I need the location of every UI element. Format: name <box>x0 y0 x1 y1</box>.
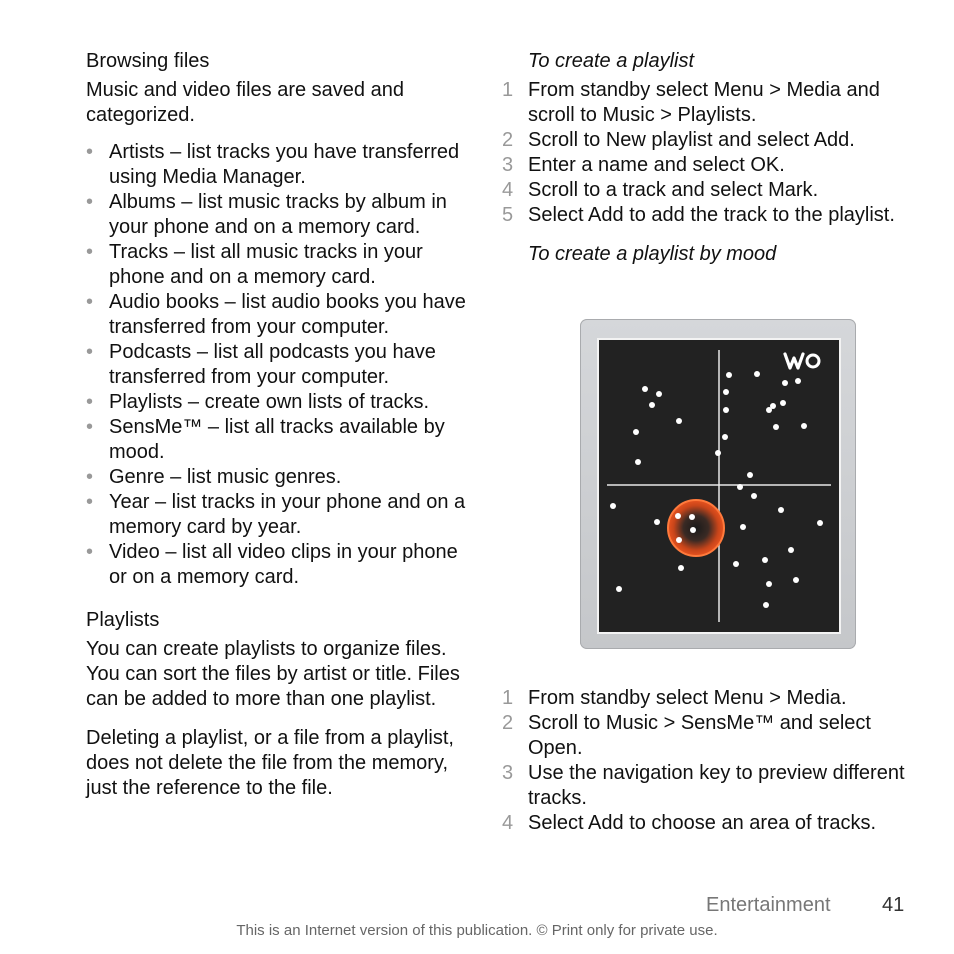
step-text: . <box>779 154 785 176</box>
footer-section-name: Entertainment <box>706 894 831 916</box>
track-dot <box>616 586 622 592</box>
track-dot <box>690 527 696 533</box>
step-text: and select <box>712 129 814 151</box>
track-dot <box>778 507 784 513</box>
step-item <box>502 711 922 761</box>
browsing-files-heading: Browsing files <box>86 50 210 72</box>
track-dot <box>788 547 794 553</box>
step-text: Scroll to <box>528 712 606 734</box>
category-term: SensMe™ <box>109 416 203 438</box>
sensme-display <box>597 338 841 634</box>
step-item <box>502 811 922 836</box>
browsing-intro: Music and video files are saved and categorized. <box>86 79 404 126</box>
step-text: to choose an area of tracks. <box>623 812 877 834</box>
step-text: SensMe™ <box>680 712 775 734</box>
step-text: . <box>576 737 583 759</box>
create-playlist-steps <box>502 78 922 228</box>
step-text: Add <box>813 129 850 151</box>
category-term: Podcasts <box>109 341 192 363</box>
bullet: • <box>86 391 94 413</box>
track-dot <box>635 459 641 465</box>
category-description: – list tracks you have transferred using Media Manager. <box>109 141 460 188</box>
mood-playlist-title: To create a playlist by mood <box>528 243 777 265</box>
category-description: – list all podcasts you have transferred from your computer. <box>109 341 436 388</box>
track-dot <box>654 519 660 525</box>
bullet: • <box>86 191 94 213</box>
category-term: Audio books <box>109 291 220 313</box>
page-number: 41 <box>882 894 905 916</box>
step-text: > <box>763 79 787 101</box>
bullet: • <box>86 241 94 263</box>
category-item <box>86 415 471 465</box>
track-dot <box>676 537 682 543</box>
track-dot <box>751 493 757 499</box>
step-number: 4 <box>502 812 514 834</box>
category-item <box>86 190 471 240</box>
step-text: New playlist <box>605 129 713 151</box>
step-text: Menu <box>713 79 764 101</box>
category-description: – create own lists of tracks. <box>182 391 430 413</box>
step-text: Menu <box>713 687 764 709</box>
step-text: . <box>750 104 757 126</box>
track-dot <box>726 372 732 378</box>
category-term: Genre <box>109 466 165 488</box>
step-text: Music <box>605 712 659 734</box>
category-description: – list music genres. <box>164 466 342 488</box>
step-number: 2 <box>502 712 514 734</box>
track-dot <box>801 423 807 429</box>
right-column <box>502 49 922 267</box>
step-text: Scroll to <box>528 129 606 151</box>
step-text: Select <box>528 204 589 226</box>
step-item <box>502 78 922 128</box>
step-number: 5 <box>502 204 514 226</box>
step-item <box>502 686 922 711</box>
track-dot <box>773 424 779 430</box>
category-item <box>86 340 471 390</box>
track-dot <box>642 386 648 392</box>
track-dot <box>633 429 639 435</box>
step-number: 3 <box>502 762 514 784</box>
step-text: > <box>654 104 678 126</box>
category-term: Year <box>109 491 150 513</box>
category-item <box>86 140 471 190</box>
step-number: 1 <box>502 687 514 709</box>
step-text: > <box>763 687 787 709</box>
step-number: 1 <box>502 79 514 101</box>
track-dot <box>763 602 769 608</box>
step-text: . <box>812 179 819 201</box>
step-text: Mark <box>768 179 813 201</box>
bullet: • <box>86 341 94 363</box>
track-dot <box>762 557 768 563</box>
step-text: Add <box>588 812 624 834</box>
step-item <box>502 178 922 203</box>
track-dot <box>766 581 772 587</box>
track-dot <box>747 472 753 478</box>
step-text: . <box>849 129 855 151</box>
track-dot <box>675 513 681 519</box>
category-item <box>86 465 471 490</box>
track-dot <box>715 450 721 456</box>
track-dot <box>676 418 682 424</box>
track-dot <box>722 434 728 440</box>
mood-map <box>599 340 839 632</box>
category-item <box>86 290 471 340</box>
category-description: – list music tracks by album in your phone and on a memory card. <box>109 191 447 238</box>
create-playlist-title: To create a playlist <box>528 50 695 72</box>
step-text: Enter a name and select <box>528 154 751 176</box>
bullet: • <box>86 466 94 488</box>
category-term: Albums <box>109 191 176 213</box>
playlists-heading: Playlists <box>86 609 160 631</box>
step-item <box>502 761 922 811</box>
step-number: 2 <box>502 129 514 151</box>
step-text: Media <box>786 687 841 709</box>
step-text: > <box>658 712 681 734</box>
step-text: Music <box>602 104 655 126</box>
step-text: Media <box>786 79 841 101</box>
category-item <box>86 390 471 415</box>
step-text: OK <box>750 154 780 176</box>
track-dot <box>678 565 684 571</box>
step-text: Select <box>528 812 589 834</box>
step-text: Add <box>588 204 624 226</box>
track-dot <box>780 400 786 406</box>
category-description: – list all tracks available by mood. <box>109 416 445 463</box>
step-text: From standby select <box>528 687 714 709</box>
step-item <box>502 203 922 228</box>
track-dot <box>723 407 729 413</box>
category-description: – list audio books you have transferred from your computer. <box>109 291 466 338</box>
track-dot <box>733 561 739 567</box>
step-text: and select <box>774 712 871 734</box>
track-dot <box>723 389 729 395</box>
mood-playlist-steps <box>502 686 922 836</box>
category-item <box>86 240 471 290</box>
track-dot <box>649 402 655 408</box>
mood-selector[interactable] <box>668 500 724 556</box>
step-item <box>502 153 922 178</box>
category-description: – list all video clips in your phone or on a memory card. <box>109 541 458 588</box>
track-dot <box>793 577 799 583</box>
category-term: Tracks <box>109 241 169 263</box>
step-text: Playlists <box>677 104 751 126</box>
category-description: – list all music tracks in your phone and on a memory card. <box>109 241 423 288</box>
sensme-screen-figure <box>580 319 856 649</box>
bullet: • <box>86 416 94 438</box>
step-text: to add the track to the playlist. <box>623 204 895 226</box>
category-description: – list tracks in your phone and on a memory card by year. <box>109 491 466 538</box>
track-dot <box>770 403 776 409</box>
step-text: Use the navigation key to preview different tracks. <box>528 762 905 809</box>
track-dot <box>817 520 823 526</box>
category-item <box>86 540 471 590</box>
track-dot <box>737 484 743 490</box>
category-list <box>86 140 471 590</box>
track-dots <box>610 371 823 608</box>
track-dot <box>689 514 695 520</box>
track-dot <box>610 503 616 509</box>
track-dot <box>754 371 760 377</box>
category-term: Playlists <box>109 391 183 413</box>
step-text: Scroll to a track and select <box>528 179 769 201</box>
track-dot <box>782 380 788 386</box>
track-dot <box>795 378 801 384</box>
step-text: . <box>840 687 847 709</box>
category-item <box>86 490 471 540</box>
step-text: Open <box>528 737 577 759</box>
footer-note: This is an Internet version of this publication. © Print only for private use. <box>236 922 718 939</box>
bullet: • <box>86 291 94 313</box>
playlists-paragraph-2: Deleting a playlist, or a file from a playlist, does not delete the file from the memory, just the reference to the file. <box>86 727 454 799</box>
step-number: 3 <box>502 154 514 176</box>
bullet: • <box>86 541 94 563</box>
bullet: • <box>86 141 94 163</box>
step-item <box>502 128 922 153</box>
bullet: • <box>86 491 94 513</box>
playlists-paragraph-1: You can create playlists to organize files. You can sort the files by artist or title. Files can be added to more than one playlist. <box>86 638 460 710</box>
left-column <box>86 49 471 801</box>
track-dot <box>656 391 662 397</box>
category-term: Artists <box>109 141 165 163</box>
category-term: Video <box>109 541 160 563</box>
step-number: 4 <box>502 179 514 201</box>
track-dot <box>740 524 746 530</box>
step-text: and scroll to <box>528 79 880 126</box>
walkman-logo-icon <box>785 354 819 368</box>
step-text: From standby select <box>528 79 714 101</box>
